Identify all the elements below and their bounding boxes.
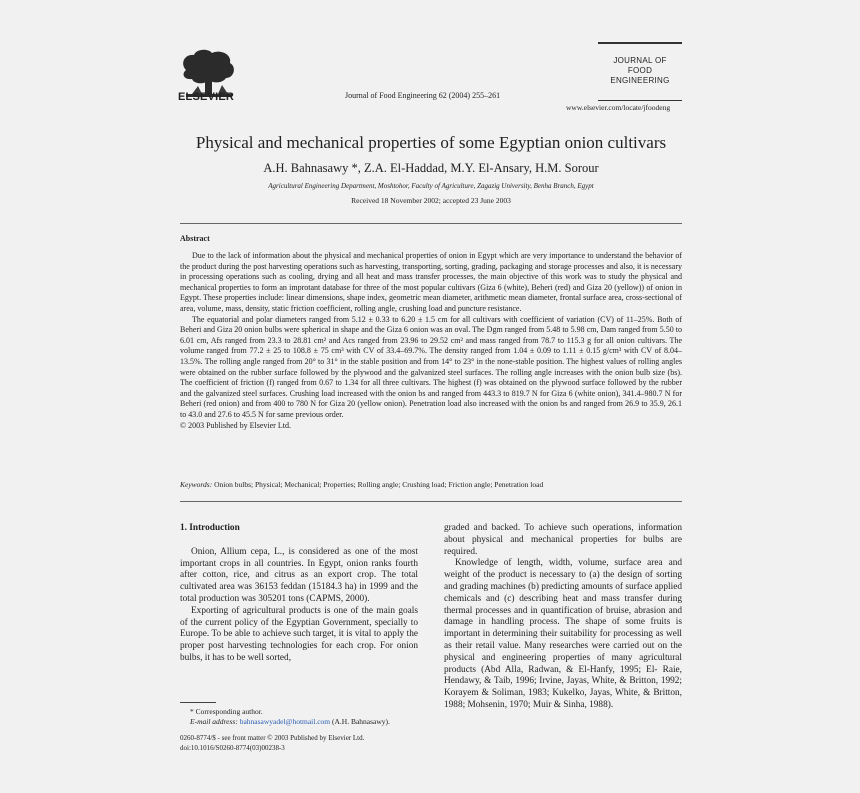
issn-line: 0260-8774/$ - see front matter © 2003 Published by Elsevier Ltd. xyxy=(180,734,365,742)
received-dates: Received 18 November 2002; accepted 23 June 2003 xyxy=(351,196,511,205)
journal-url[interactable]: www.elsevier.com/locate/jfoodeng xyxy=(566,103,671,112)
body-paragraph: Onion, Allium cepa, L., is considered as one of the most important crops in all countries. In Egypt, onion ranks fourth after cotton, rice, and citrus as an export crop. The total cultivated area was 36153 feddan (15184.3 ha) in 1999 and the total production was 305201 tons (CAPMS, 2000). xyxy=(180,546,418,604)
keywords-label: Keywords: xyxy=(180,480,213,489)
journal-logo-line: FOOD xyxy=(627,66,653,75)
footnote-rule xyxy=(180,702,216,703)
divider xyxy=(180,223,682,224)
left-column xyxy=(180,523,418,665)
email-label: E-mail address: xyxy=(190,717,238,726)
doi-line: doi:10.1016/S0260-8774(03)00238-3 xyxy=(180,743,285,752)
publisher-name: ELSEVIER xyxy=(178,91,235,103)
body-paragraph: Knowledge of length, width, volume, surface area and weight of the product is necessary to (a) the design of sorting and grading machines (b) predicting amounts of surface applied chemicals and (c) describing heat and mass transfer during thermal processes and in quantification of bruise, abrasion and damage in handling process. The shape of some fruits is important in determining their suitability for processing as well as their retail value. Many researches were carried out on the physical and engineering properties of many agricultural products (Abd Alla, Radwan, & El-Hanfy, 1995; El- Raie, Hendawy, & Taib, 1996; Irvine, Jayas, White, & Britton, 1992; Korayem & Soliman, 1983; Kukelko, Jayas, White, & Britton, 1988; Mohsenin, 1970; Muir & Sinha, 1988). xyxy=(444,558,682,710)
abstract-copyright: © 2003 Published by Elsevier Ltd. xyxy=(180,420,291,430)
footnote xyxy=(190,707,390,727)
divider xyxy=(180,501,682,502)
journal-logo-title xyxy=(598,56,682,86)
journal-citation: Journal of Food Engineering 62 (2004) 255–261 xyxy=(345,91,501,100)
email-suffix: (A.H. Bahnasawy). xyxy=(332,717,390,726)
page-footer xyxy=(180,734,364,753)
journal-logo-line: ENGINEERING xyxy=(610,76,670,85)
corresponding-author-note: * Corresponding author. xyxy=(190,707,263,716)
keywords-text: Onion bulbs; Physical; Mechanical; Properties; Rolling angle; Crushing load; Friction angle; Penetration load xyxy=(214,480,544,489)
email-link[interactable]: bahnasawyadel@hotmail.com xyxy=(239,717,331,726)
email-line xyxy=(190,717,390,727)
abstract-heading: Abstract xyxy=(180,234,210,243)
abstract-body xyxy=(180,251,682,431)
body-paragraph: Exporting of agricultural products is one of the main goals of the current policy of the Egyptian Government, specially to Europe. To be able to achieve such target, it is vital to apply the proper post harvesting technologies for each crop. For onion bulbs, it has to be well sorted, xyxy=(180,605,418,663)
author-list: A.H. Bahnasawy *, Z.A. El-Haddad, M.Y. El-Ansary, H.M. Sorour xyxy=(263,161,599,175)
body-paragraph: graded and backed. To achieve such operations, information about physical and mechanical properties for bulbs are required. xyxy=(444,523,682,557)
abstract-paragraph: The equatorial and polar diameters ranged from 5.12 ± 0.33 to 6.20 ± 1.5 cm for all cultivars with coefficient of variation (CV) of 11–25%. Both of Beheri and Giza 20 onion bulbs were spherical in shape and the Giza 6 onion was an oval. The Dgm ranged from 5.48 to 5.98 cm, Dam ranged from 5.50 to 6.01 cm, Afs ranged from 23.3 to 28.81 cm² and Acs ranged from 23.96 to 29.52 cm² and mass ranged from 78.7 to 115.3 g for all onion cultivars. The volume ranged from 77.2 ± 25 to 108.8 ± 75 cm³ with CV of 33.4–69.7%. The density ranged from 1.04 ± 0.09 to 1.11 ± 0.15 g/cm³ with CV of 8.04–13.5%. The rolling angle ranged from 20° to 31° in the stable position and from 14° to 23° in the none-stable position. The highest values of rolling angles were obtained on the rubber surface followed by the plywood and the galvanized steel surfaces. The rolling angle increases with the onion bulb size (bs). The coefficient of friction (f) ranged from 0.67 to 1.34 for all three cultivars. The highest (f) was obtained on the plywood surface followed by the rubber and the galvanized steel surfaces. Crushing load increased with the onion bs and ranged from 443.3 to 819.7 N for Giza 6 (white onion), 341.4–980.7 N for Beheri (red onion) and from 400 to 780 N for Giza 20 (yellow onion). Penetration load also increased with the onion bs and ranged from 26.9 to 35.9, 26.1 to 43.0 and 27.6 to 45.5 N for same previous order. xyxy=(180,314,682,419)
section-heading: 1. Introduction xyxy=(180,523,240,533)
right-column xyxy=(444,523,682,712)
journal-logo-line: JOURNAL OF xyxy=(613,56,667,65)
abstract-paragraph: Due to the lack of information about the physical and mechanical properties of onion in Egypt which are very importance to understand the behavior of the product during the post harvesting operations such as harvesting, transporting, sorting, grading, packaging and storage processes and also, it is necessary in processing operations such as cooling, drying and all heat and mass transfer processes, the main objective of this work was to study the physical and mechanical properties to form an improtant database for three of the most popular cultivars (Giza 6 (white), Beheri (red) and Giza 20 (yellow)) of onion in Egypt. These properties include: linear dimensions, shape index, geometric mean diameter, arithmetic mean diameter, frontal surface area, cross-sectional of area, volume, mass, density, static friction coefficient, rolling angle, crushing load and puncture resistance. xyxy=(180,251,682,313)
article-title: Physical and mechanical properties of some Egyptian onion cultivars xyxy=(195,133,667,152)
affiliation: Agricultural Engineering Department, Moshtohor, Faculty of Agriculture, Zagazig University, Benha Branch, Egypt xyxy=(268,182,594,190)
keywords xyxy=(180,480,543,489)
